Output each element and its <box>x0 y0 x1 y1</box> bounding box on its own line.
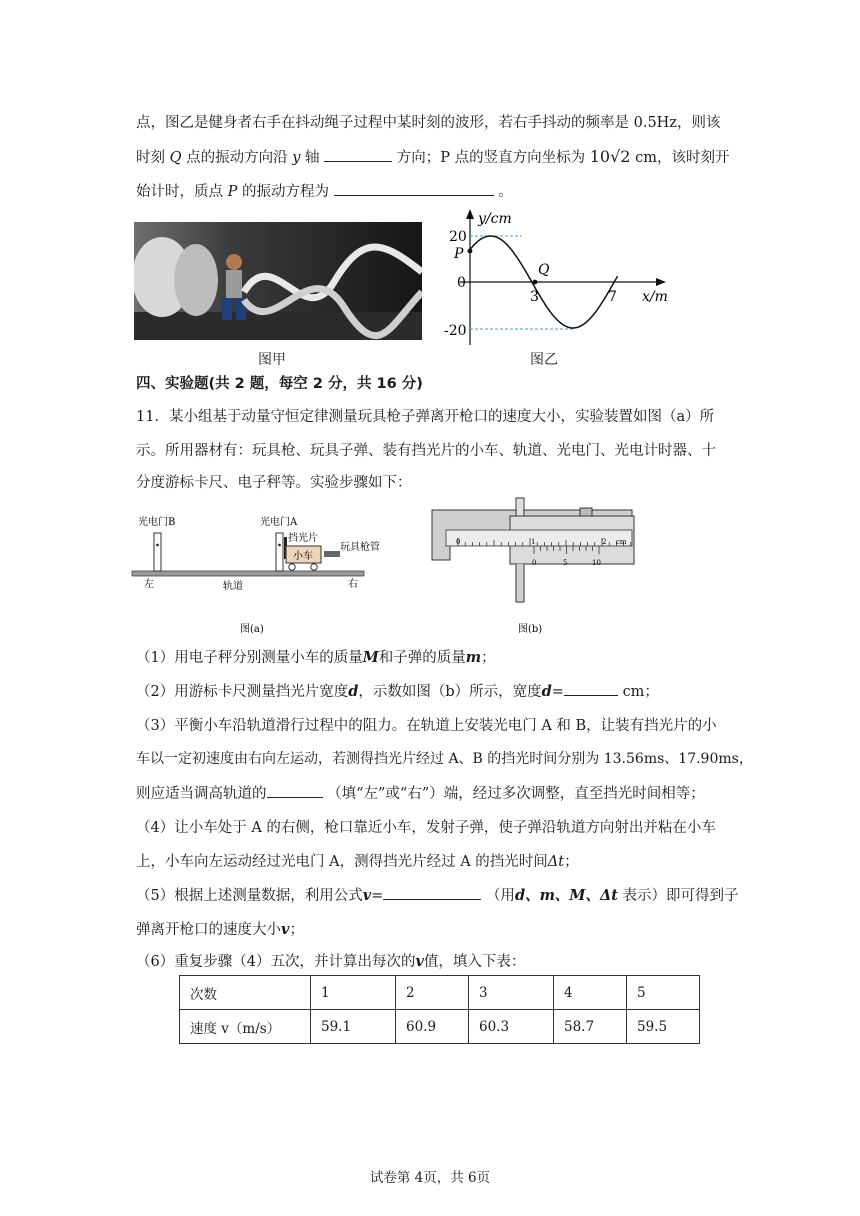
table-cell: 60.9 <box>396 1010 469 1044</box>
gun-barrel <box>324 551 340 557</box>
main-tick-2: 2 <box>602 538 607 546</box>
point-q-marker <box>533 280 538 285</box>
section-heading: 四、实验题(共 2 题，每空 2 分，共 16 分) <box>136 376 423 392</box>
fig-b-caption: 图(b) <box>518 624 543 635</box>
left-label: 左 <box>144 579 154 590</box>
x-axis-arrow <box>656 278 666 286</box>
para-line-2: 时刻 Q 点的振动方向沿 y 轴 方向；P 点的竖直方向坐标为 10√2 cm，该时刻开 <box>136 147 730 166</box>
para-line-3: 始计时，质点 P 的振动方程为 。 <box>136 184 513 200</box>
step-3-line-1: （3）平衡小车沿轨道滑行过程中的阻力。在轨道上安装光电门 A 和 B，让装有挡光片的小 <box>136 718 717 734</box>
answer-blank-side[interactable] <box>267 796 323 798</box>
track-label: 轨道 <box>223 581 243 592</box>
right-label: 右 <box>348 579 358 590</box>
step-2: （2）用游标卡尺测量挡光片宽度d，示数如图（b）所示，宽度d= cm； <box>136 683 659 700</box>
y-axis-arrow <box>466 209 474 219</box>
x-axis-label: x/m <box>642 289 668 305</box>
x-tick-7: 7 <box>608 289 617 305</box>
table-cell: 60.3 <box>469 1010 554 1044</box>
answer-blank-equation[interactable] <box>334 194 494 196</box>
table-cell: 4 <box>554 976 627 1010</box>
vernier-tick-10: 10 <box>592 559 601 567</box>
lock-screw <box>580 508 592 516</box>
table-cell: 1 <box>311 976 396 1010</box>
p-coordinate-value: 10√2 <box>589 147 631 166</box>
shutter-label: 挡光片 <box>288 533 318 544</box>
velocity-table <box>179 975 700 1044</box>
gate-b-post <box>154 533 161 571</box>
table-cell: 59.5 <box>627 1010 700 1044</box>
gun-label: 玩具枪管 <box>340 542 380 553</box>
table-cell: 2 <box>396 976 469 1010</box>
q11-line-1: 11．某小组基于动量守恒定律测量玩具枪子弹离开枪口的速度大小，实验装置如图（a）所 <box>136 409 715 425</box>
answer-blank-width[interactable] <box>564 694 618 696</box>
vernier-tick-0: 0 <box>532 559 537 567</box>
car-label: 小车 <box>293 551 313 562</box>
table-cell: 3 <box>469 976 554 1010</box>
y-tick-0: 0 <box>457 275 466 291</box>
table-header-count: 次数 <box>180 976 311 1010</box>
vernier-tick-5: 5 <box>563 559 568 567</box>
point-q-label: Q <box>538 262 550 278</box>
table-cell: 59.1 <box>311 1010 396 1044</box>
fig-jia-caption: 图甲 <box>258 352 286 368</box>
para-line-1: 点，图乙是健身者右手在抖动绳子过程中某时刻的波形，若右手抖动的频率是 0.5Hz，则该 <box>136 115 721 131</box>
gate-a-label: 光电门A <box>260 517 298 528</box>
step-4-line-2: 上，小车向左运动经过光电门 A，测得挡光片经过 A 的挡光时间Δt； <box>136 854 579 870</box>
gym-rope-photo-drawing <box>134 222 422 340</box>
step-3-line-2: 车以一定初速度由右向左运动，若测得挡光片经过 A、B 的挡光时间分别为 13.56ms、17.90ms， <box>136 751 753 767</box>
answer-blank-formula[interactable] <box>383 898 481 900</box>
main-tick-0: 0 <box>456 538 461 546</box>
step-1: （1）用电子秤分别测量小车的质量M和子弹的质量m； <box>136 649 496 666</box>
point-p-marker <box>468 249 473 254</box>
apparatus-figure-a <box>128 505 388 635</box>
q11-line-3: 分度游标卡尺、电子秤等。实验步骤如下： <box>136 475 412 491</box>
step-4-line-1: （4）让小车处于 A 的右侧，枪口靠近小车，发射子弹，使子弹沿轨道方向射出并粘在小车 <box>136 820 716 836</box>
y-tick-20: 20 <box>449 229 467 245</box>
y-tick-neg20: -20 <box>444 323 467 339</box>
track <box>132 571 364 576</box>
gym-rope-photo <box>134 222 422 340</box>
table-row <box>180 1010 700 1044</box>
answer-blank-direction[interactable] <box>324 160 392 162</box>
y-axis-label: y/cm <box>478 211 512 227</box>
waveform-chart <box>430 205 680 355</box>
caliper-lower-jaw <box>516 564 524 602</box>
x-tick-3: 3 <box>530 289 539 305</box>
step-3-line-3: 则应适当调高轨道的 （填“左”或“右”）端，经过多次调整，直至挡光时间相等； <box>136 786 705 802</box>
gate-b-label: 光电门B <box>138 517 176 528</box>
step-5-line-2: 弹离开枪口的速度大小v； <box>136 921 304 938</box>
step-5-line-1: （5）根据上述测量数据，利用公式v= （用d、m、M、Δt 表示）即可得到子 <box>136 887 739 904</box>
step-6: （6）重复步骤（4）五次，并计算出每次的v值，填入下表： <box>136 953 526 970</box>
gate-a-post <box>276 533 283 571</box>
table-cell: 58.7 <box>554 1010 627 1044</box>
table-cell: 5 <box>627 976 700 1010</box>
main-tick-1: 1 <box>531 538 536 546</box>
fig-a-caption: 图(a) <box>240 624 264 635</box>
main-scale-unit: cm <box>616 538 627 546</box>
page-footer: 试卷第 4页，共 6页 <box>369 1170 491 1186</box>
q11-line-2: 示。所用器材有：玩具枪、玩具子弹、装有挡光片的小车、轨道、光电门、光电计时器、十 <box>136 443 716 459</box>
point-p-label: P <box>454 246 464 262</box>
table-header-velocity: 速度 v（m/s） <box>180 1010 311 1044</box>
vernier-caliper-figure-b <box>420 490 650 640</box>
table-row <box>180 976 700 1010</box>
fig-yi-caption: 图乙 <box>530 352 558 368</box>
